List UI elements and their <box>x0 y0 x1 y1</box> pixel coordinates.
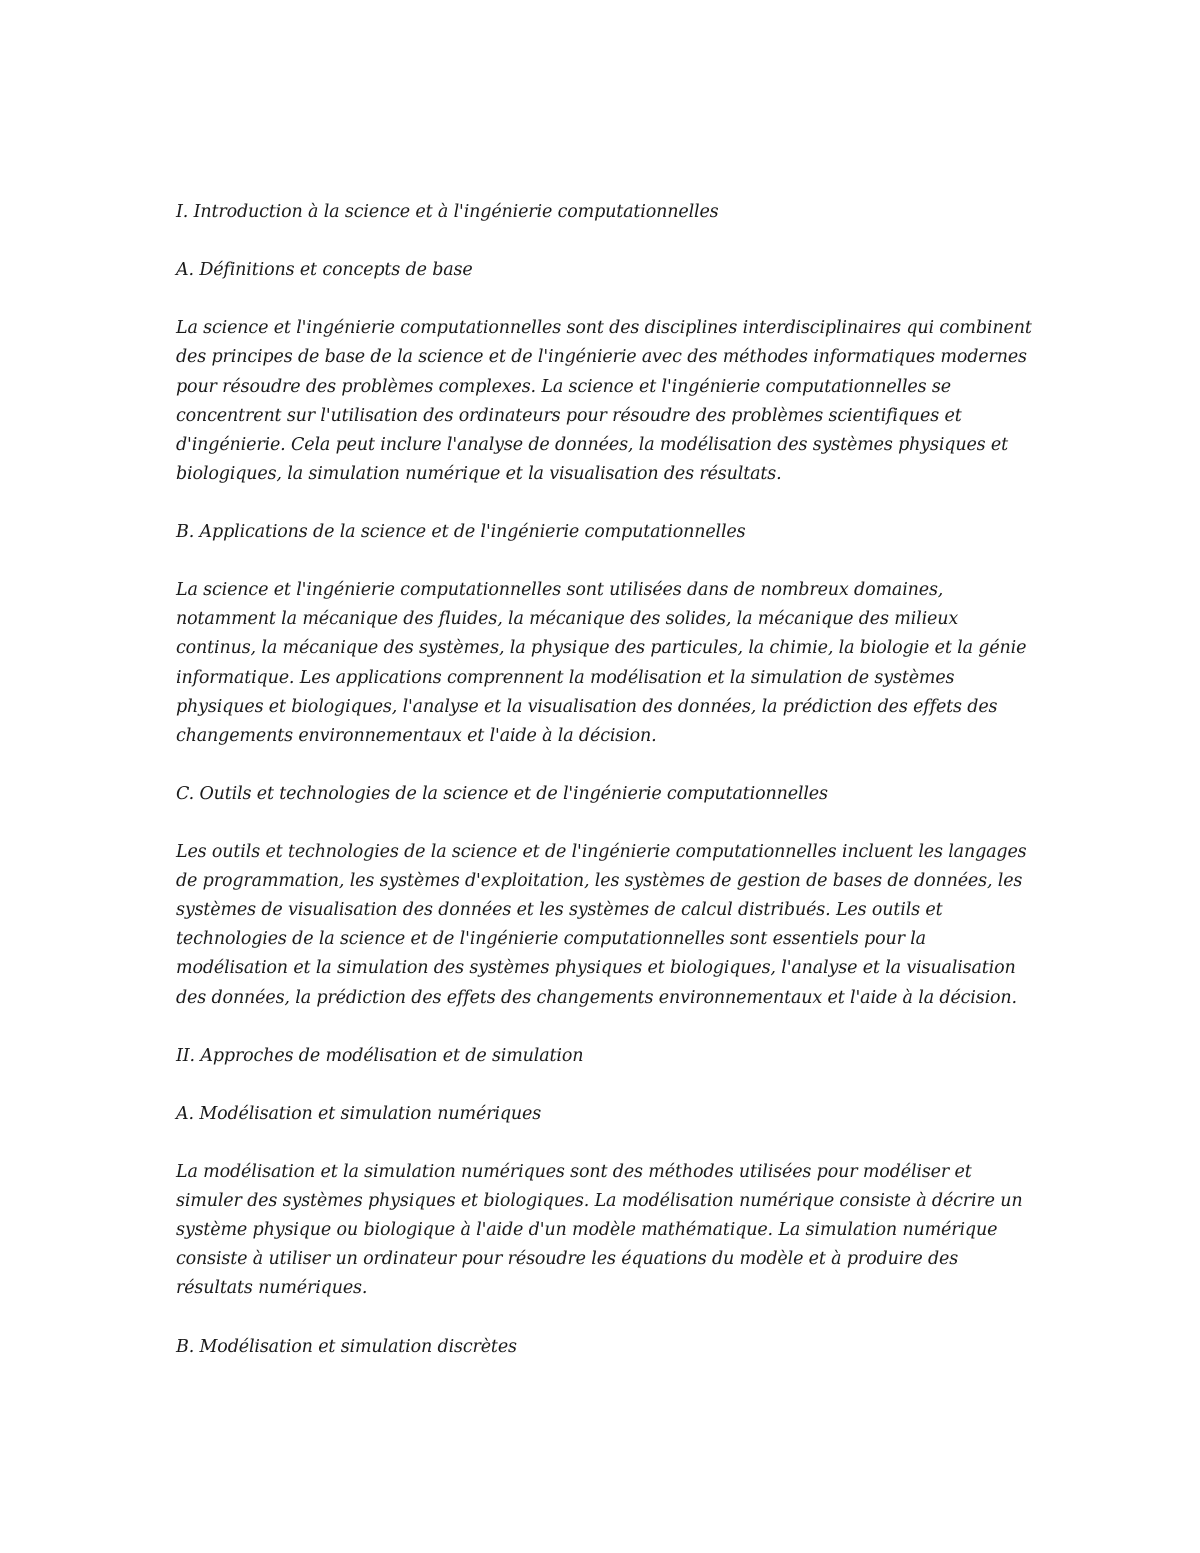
section-heading-2: II. Approches de modélisation et de simulation <box>176 1045 584 1066</box>
paragraph-numerical-modeling: La modélisation et la simulation numériques sont des méthodes utilisées pour modéliser et simuler des systèmes physiques et biologiques. La modélisation numérique consiste à décrire un système physique ou biologique à l'aide d'un modèle mathématique. La simulation numérique consiste à utiliser un ordinateur pour résoudre les équations du modèle et à produire des résultats numériques. <box>176 1162 1023 1299</box>
subsection-heading-2a: A. Modélisation et simulation numériques <box>176 1103 542 1124</box>
paragraph-definitions: La science et l'ingénierie computationnelles sont des disciplines interdisciplinaires qui combinent des principes de base de la science et de l'ingénierie avec des méthodes informatiques modernes pour résoudre des problèmes complexes. La science et l'ingénierie computationnelles se concentrent sur l'utilisation des ordinateurs pour résoudre des problèmes scientifiques et d'ingénierie. Cela peut inclure l'analyse de données, la modélisation des systèmes physiques et biologiques, la simulation numérique et la visualisation des résultats. <box>176 318 1032 484</box>
subsection-heading-1c: C. Outils et technologies de la science et de l'ingénierie computationnelles <box>176 783 828 804</box>
subsection-heading-2b: B. Modélisation et simulation discrètes <box>176 1336 517 1357</box>
subsection-heading-1a: A. Définitions et concepts de base <box>176 260 473 281</box>
subsection-heading-1b: B. Applications de la science et de l'ingénierie computationnelles <box>176 522 746 543</box>
section-heading-1: I. Introduction à la science et à l'ingénierie computationnelles <box>176 202 719 222</box>
paragraph-applications: La science et l'ingénierie computationnelles sont utilisées dans de nombreux domaines, notamment la mécanique des fluides, la mécanique des solides, la mécanique des milieux continus, la mécanique des systèmes, la physique des particules, la chimie, la biologie et la génie informatique. Les applications comprennent la modélisation et la simulation de systèmes physiques et biologiques, l'analyse et la visualisation des données, la prédiction des effets des changements environnementaux et l'aide à la décision. <box>176 580 1027 746</box>
paragraph-tools: Les outils et technologies de la science et de l'ingénierie computationnelles incluent les langages de programmation, les systèmes d'exploitation, les systèmes de gestion de bases de données, les systèmes de visualisation des données et les systèmes de calcul distribués. Les outils et technologies de la science et de l'ingénierie computationnelles sont essentiels pour la modélisation et la simulation des systèmes physiques et biologiques, l'analyse et la visualisation des données, la prédiction des effets des changements environnementaux et l'aide à la décision. <box>176 842 1027 1008</box>
document-page <box>176 198 1038 1391</box>
